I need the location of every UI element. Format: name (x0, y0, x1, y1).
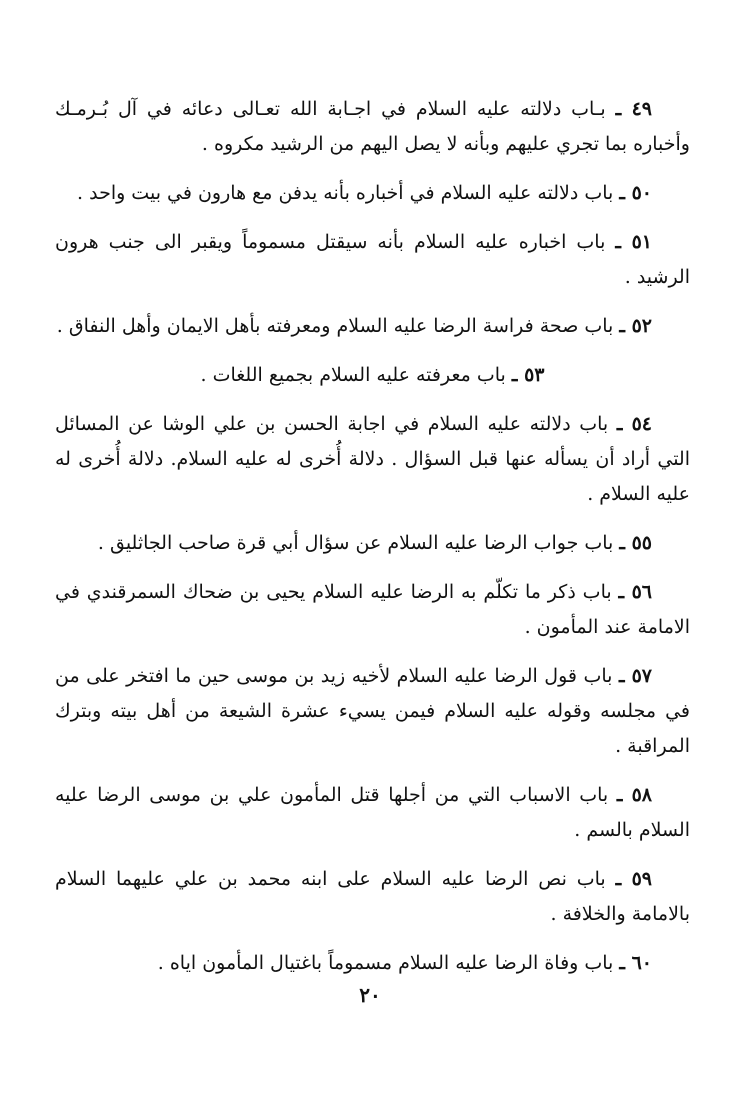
chapter-number: ٦٠ ـ (619, 952, 652, 974)
chapter-entry (55, 526, 690, 561)
chapter-title: باب معرفته عليه السلام بجميع اللغات . (200, 364, 506, 386)
chapter-number: ٥٦ ـ (618, 581, 652, 603)
chapter-number: ٤٩ ـ (615, 98, 652, 120)
chapter-entry (55, 862, 690, 932)
chapter-title: باب صحة فراسة الرضا عليه السلام ومعرفته بأهل الايمان وأهل النفاق . (56, 315, 614, 337)
chapter-title: بـاب دلالته عليه السلام في اجـابة الله تعـالى دعائه في آل بُـرمـك وأخباره بما تجري عليهم وبأنه لا يصل اليهم من الرشيد مكروه . (55, 98, 690, 155)
chapter-entry (55, 659, 690, 764)
chapter-entry (55, 176, 690, 211)
chapter-entry (55, 778, 690, 848)
chapter-number: ٥٢ ـ (619, 315, 652, 337)
chapter-number: ٥٩ ـ (615, 868, 652, 890)
chapter-entry (55, 946, 690, 981)
chapter-title: باب اخباره عليه السلام بأنه سيقتل مسموماً ويقبر الى جنب هرون الرشيد . (55, 231, 690, 288)
chapter-entry (55, 407, 690, 512)
chapter-number: ٥٥ ـ (619, 532, 652, 554)
chapter-title: باب وفاة الرضا عليه السلام مسموماً باغتيال المأمون اياه . (157, 952, 614, 974)
chapter-entry (55, 309, 690, 344)
chapter-entry (55, 575, 690, 645)
chapter-title: باب ذكر ما تكلّم به الرضا عليه السلام يحيى بن ضحاك السمرقندي في الامامة عند المأمون . (55, 581, 690, 638)
chapter-title: باب نص الرضا عليه السلام على ابنه محمد بن علي عليهما السلام بالامامة والخلافة . (55, 868, 690, 925)
chapter-title: باب دلالته عليه السلام في اجابة الحسن بن علي الوشا عن المسائل التي أراد أن يسأله عنها قبل السؤال . دلالة أُخرى له عليه السلام. دلالة أُخرى له عليه السلام . (55, 413, 690, 505)
page-number: ٢٠ (359, 983, 381, 1007)
chapter-title: باب الاسباب التي من أجلها قتل المأمون علي بن موسى الرضا عليه السلام بالسم . (55, 784, 690, 841)
chapter-number: ٥٠ ـ (619, 182, 652, 204)
chapter-number: ٥٨ ـ (616, 784, 652, 806)
chapter-entry (55, 92, 690, 162)
chapter-title: باب جواب الرضا عليه السلام عن سؤال أبي قرة صاحب الجاثليق . (97, 532, 614, 554)
chapter-entry (55, 358, 690, 393)
chapter-title: باب دلالته عليه السلام في أخباره بأنه يدفن مع هارون في بيت واحد . (77, 182, 614, 204)
chapter-number: ٥٣ ـ (511, 364, 545, 386)
chapter-number: ٥٧ ـ (618, 665, 652, 687)
chapter-number: ٥١ ـ (615, 231, 652, 253)
chapter-list (55, 92, 690, 995)
chapter-title: باب قول الرضا عليه السلام لأخيه زيد بن موسى حين ما افتخر على من في مجلسه وقوله عليه السلام فيمن يسيء عشرة الشيعة من أهل بيته وبترك المراقبة . (55, 665, 690, 757)
chapter-number: ٥٤ ـ (616, 413, 653, 435)
chapter-entry (55, 225, 690, 295)
